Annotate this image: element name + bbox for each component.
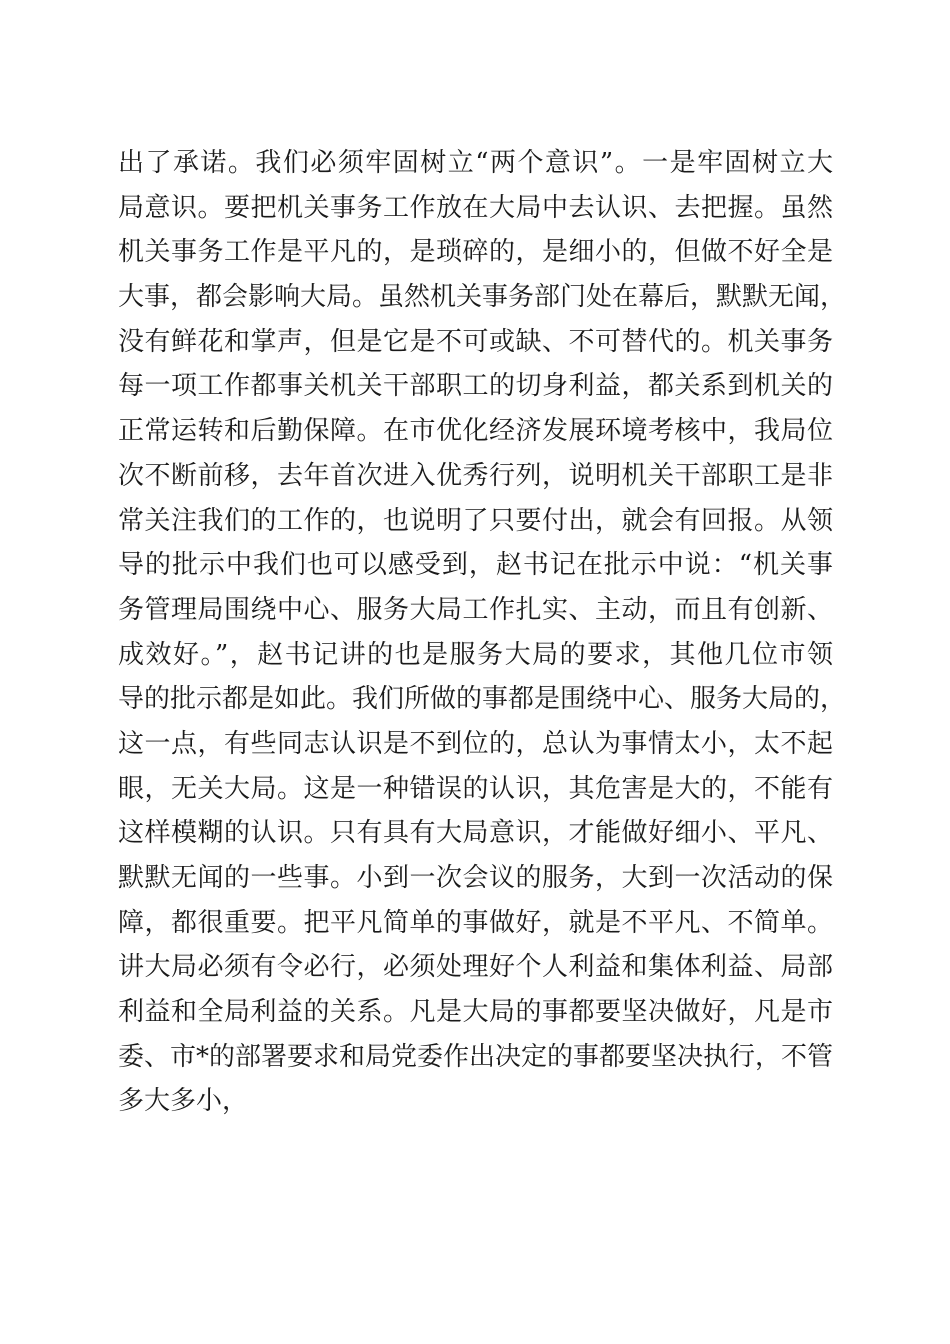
text-line: 每一项工作都事关机关干部职工的切身利益，都关系到机关的	[118, 371, 833, 402]
text-line: 利益和全局利益的关系。凡是大局的事都要坚决做好，凡是市	[118, 997, 833, 1028]
text-line: 导的批示中我们也可以感受到，赵书记在批示中说：“机关事	[118, 550, 833, 581]
text-line: 正常运转和后勤保障。在市优化经济发展环境考核中，我局位	[118, 416, 833, 447]
text-line: 出了承诺。我们必须牢固树立“两个意识”。一是牢固树立大	[118, 148, 833, 178]
text-line: 委、市*的部署要求和局党委作出决定的事都要坚决执行，不管	[118, 1041, 834, 1072]
text-line: 导的批示都是如此。我们所做的事都是围绕中心、服务大局的，	[118, 684, 847, 715]
text-line: 默默无闻的一些事。小到一次会议的服务，大到一次活动的保	[118, 863, 833, 893]
text-line: 机关事务工作是平凡的，是琐碎的，是细小的，但做不好全是	[118, 237, 833, 268]
text-line: 眼，无关大局。这是一种错误的认识，其危害是大的，不能有	[118, 773, 833, 804]
text-line: 这样模糊的认识。只有具有大局意识，才能做好细小、平凡、	[118, 818, 833, 849]
text-line: 讲大局必须有令必行，必须处理好个人利益和集体利益、局部	[118, 952, 833, 983]
text-line: 这一点，有些同志认识是不到位的，总认为事情太小，太不起	[118, 728, 833, 759]
text-line: 常关注我们的工作的，也说明了只要付出，就会有回报。从领	[118, 505, 833, 536]
text-line: 次不断前移，去年首次进入优秀行列，说明机关干部职工是非	[118, 460, 833, 491]
text-line: 没有鲜花和掌声，但是它是不可或缺、不可替代的。机关事务	[118, 326, 833, 357]
text-line: 务管理局围绕中心、服务大局工作扎实、主动，而且有创新、	[118, 594, 833, 625]
text-line: 障，都很重要。把平凡简单的事做好，就是不平凡、不简单。	[118, 907, 833, 938]
text-line: 多大多小，	[118, 1086, 249, 1117]
text-line: 局意识。要把机关事务工作放在大局中去认识、去把握。虽然	[118, 192, 833, 223]
body-paragraph	[118, 141, 847, 1124]
text-line: 成效好。”，赵书记讲的也是服务大局的要求，其他几位市领	[118, 639, 833, 670]
text-line: 大事，都会影响大局。虽然机关事务部门处在幕后，默默无闻，	[118, 282, 847, 313]
